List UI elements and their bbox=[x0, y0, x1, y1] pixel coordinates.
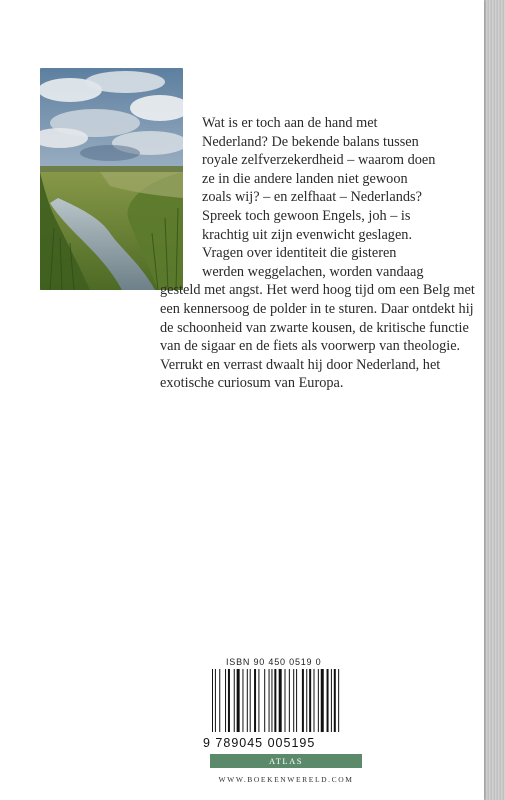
barcode-bar bbox=[279, 669, 282, 732]
blurb-line: exotische curiosum van Europa. bbox=[160, 375, 344, 392]
blurb-line: ze in die andere landen niet gewoon bbox=[202, 170, 408, 187]
landscape-photo bbox=[40, 68, 183, 290]
blurb-text bbox=[160, 114, 475, 393]
barcode-digits: 9 789045 005195 bbox=[203, 736, 316, 750]
barcode-bar bbox=[309, 669, 311, 732]
barcode-bar bbox=[219, 669, 220, 732]
blurb-line: de schoonheid van zwarte kousen, de kritische functie bbox=[160, 319, 469, 336]
barcode-bar bbox=[234, 669, 235, 732]
barcode-bar bbox=[321, 669, 324, 732]
barcode-bar bbox=[242, 669, 243, 732]
barcode-bar bbox=[327, 669, 329, 732]
blurb-line: Verrukt en verrast dwaalt hij door Nederland, het bbox=[160, 356, 441, 373]
blurb-line: Nederland? De bekende balans tussen bbox=[202, 133, 419, 150]
blurb-line: Spreek toch gewoon Engels, joh – is bbox=[202, 207, 411, 224]
publisher-name: ATLAS bbox=[269, 756, 303, 766]
barcode-bar bbox=[258, 669, 259, 732]
barcode-bar bbox=[237, 669, 240, 732]
barcode-bar bbox=[302, 669, 304, 732]
barcode-bar bbox=[296, 669, 297, 732]
barcode-bar bbox=[250, 669, 251, 732]
barcode-bar bbox=[225, 669, 226, 732]
barcode-bar bbox=[274, 669, 276, 732]
barcode bbox=[210, 669, 362, 732]
barcode-bar bbox=[293, 669, 294, 732]
barcode-bar bbox=[228, 669, 230, 732]
book-page-edges bbox=[483, 0, 505, 800]
barcode-bar bbox=[269, 669, 270, 732]
blurb-line: een kennersoog de polder in te sturen. Daar ontdekt hij bbox=[160, 300, 474, 317]
blurb-line: Vragen over identiteit die gisteren bbox=[202, 245, 397, 262]
barcode-bar bbox=[306, 669, 307, 732]
blurb-line: royale zelfverzekerdheid – waarom doen bbox=[202, 152, 436, 169]
blurb-line: van de sigaar en de fiets als voorwerp van theologie. bbox=[160, 338, 461, 355]
barcode-bar bbox=[254, 669, 256, 732]
blurb-line: gesteld met angst. Het werd hoog tijd om een Belg met bbox=[160, 282, 475, 299]
blurb-line: krachtig uit zijn evenwicht geslagen. bbox=[202, 226, 413, 243]
blurb-line: werden weggelachen, worden vandaag bbox=[202, 263, 424, 280]
barcode-bar bbox=[212, 669, 213, 732]
barcode-bar bbox=[264, 669, 265, 732]
blurb-line: zoals wij? – en zelfhaat – Nederlands? bbox=[202, 189, 422, 206]
publisher-website: WWW.BOEKENWERELD.COM bbox=[218, 775, 354, 784]
barcode-bar bbox=[331, 669, 332, 732]
barcode-bar bbox=[318, 669, 319, 732]
barcode-bar bbox=[334, 669, 336, 732]
barcode-bar bbox=[271, 669, 272, 732]
barcode-bar bbox=[289, 669, 290, 732]
blurb-line: Wat is er toch aan de hand met bbox=[202, 115, 378, 131]
isbn-label: ISBN 90 450 0519 0 bbox=[226, 657, 322, 667]
barcode-bar bbox=[285, 669, 286, 732]
barcode-bar bbox=[247, 669, 248, 732]
barcode-bar bbox=[338, 669, 339, 732]
publisher-band bbox=[210, 754, 362, 768]
barcode-bar bbox=[215, 669, 216, 732]
barcode-bar bbox=[314, 669, 315, 732]
